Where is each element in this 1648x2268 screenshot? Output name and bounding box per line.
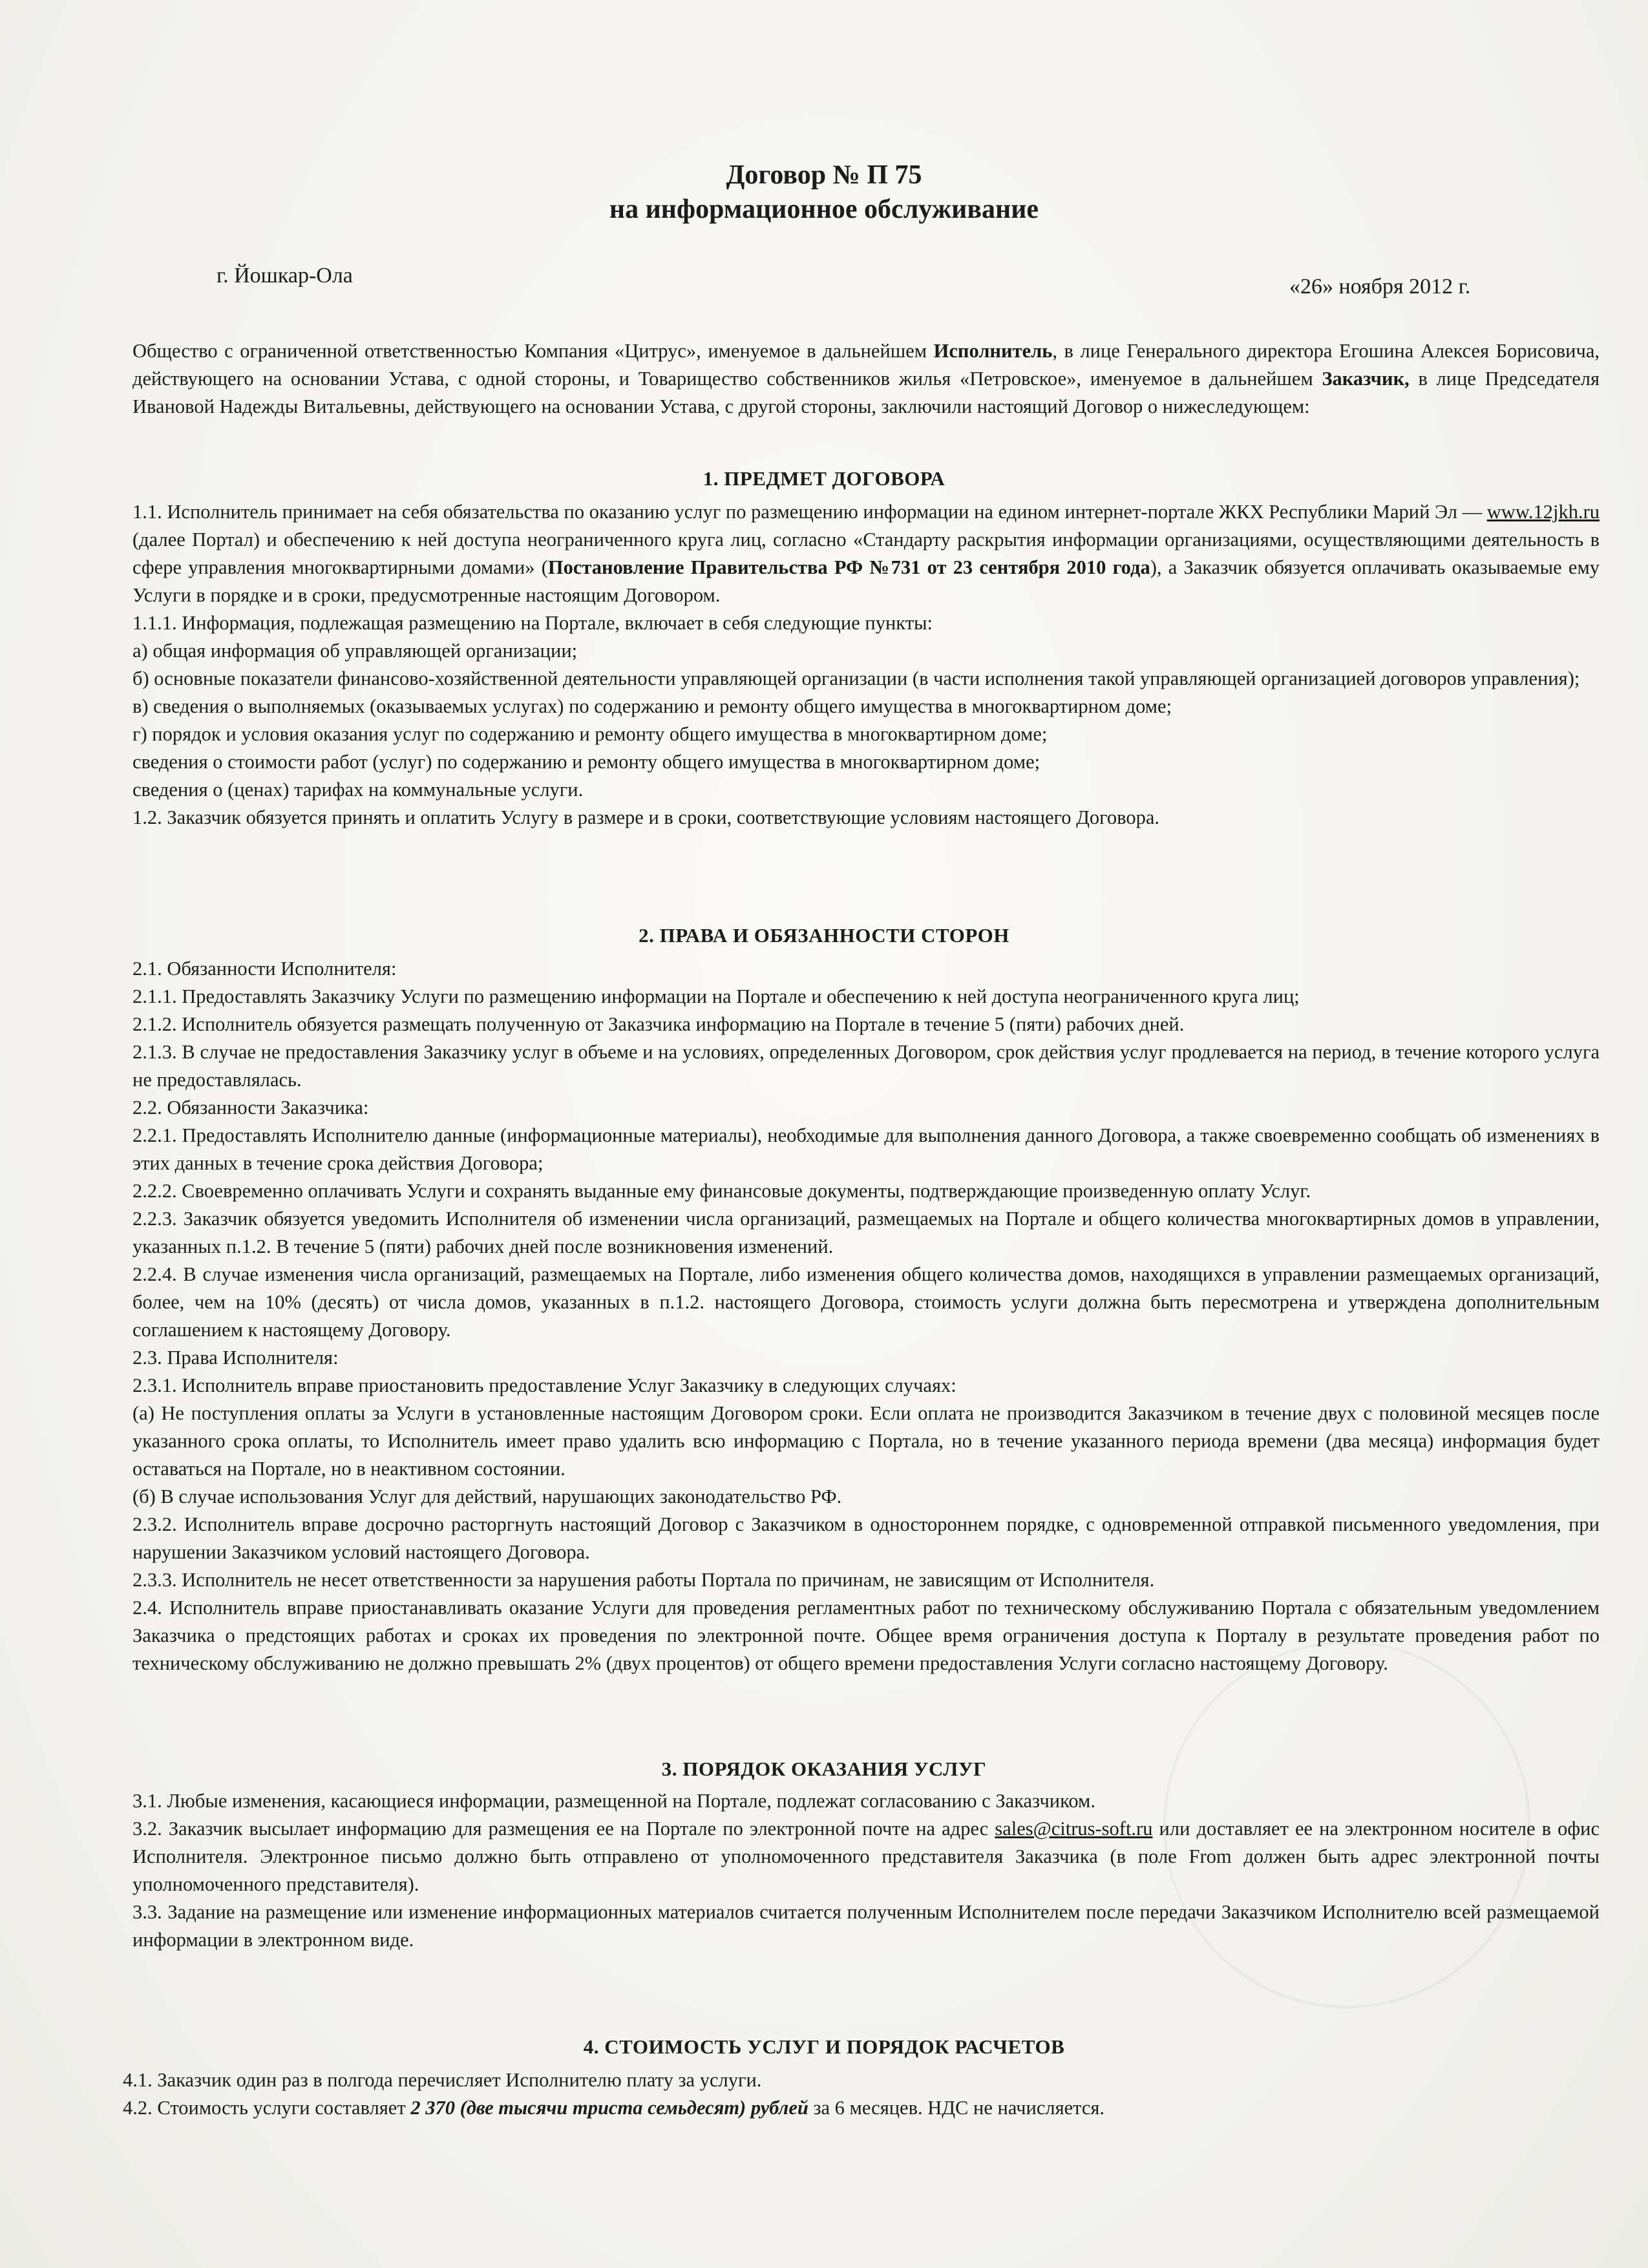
clause-1-1-1: 1.1.1. Информация, подлежащая размещению на Портале, включает в себя следующие пункты: <box>132 612 933 634</box>
intro-text-3: в лице Председателя Ивановой Надежды Витальевны, действующего на основании Устава, с другой стороны, заключили настоящий Договор о нижеследующем: <box>132 368 1600 417</box>
clause-3-2 <box>132 1815 1600 1898</box>
clause-2-1-3: 2.1.3. В случае не предоставления Заказчику услуг в объеме и на условиях, определенных Договором, срок действия услуг продлевается на период, в течение которого услуга не предоставлялась. <box>132 1041 1600 1091</box>
item-d: сведения о стоимости работ (услуг) по содержанию и ремонту общего имущества в многоквартирном доме; <box>132 751 1041 773</box>
intro-paragraph <box>132 337 1600 421</box>
clause-1-1-text-a: 1.1. Исполнитель принимает на себя обязательства по оказанию услуг по размещению информации на едином интернет-портале ЖКХ Республики Марий Эл — <box>132 501 1487 523</box>
section-4-title: 4. СТОИМОСТЬ УСЛУГ И ПОРЯДОК РАСЧЕТОВ <box>583 2035 1065 2058</box>
section-4-body <box>123 2066 1590 2122</box>
item-b: б) основные показатели финансово-хозяйственной деятельности управляющей организации (в части исполнения такой управляющей организацией договоров управления); <box>132 667 1580 689</box>
item-g: г) порядок и условия оказания услуг по содержанию и ремонту общего имущества в многоквартирном доме; <box>132 723 1048 745</box>
clause-1-2: 1.2. Заказчик обязуется принять и оплатить Услугу в размере и в сроки, соответствующие условиям настоящего Договора. <box>132 806 1160 828</box>
item-a: а) общая информация об управляющей организации; <box>132 640 578 662</box>
customer-term: Заказчик, <box>1322 368 1410 390</box>
clause-2-3: 2.3. Права Исполнителя: <box>132 1347 339 1369</box>
service-price: 2 370 (две тысячи триста семьдесят) рублей <box>410 2097 808 2119</box>
clause-1-1-text-b: (далее Портал) и обеспечению к ней доступа неограниченного круга лиц, согласно «Стандарту раскрытия информации организациями, осуществляющими деятельность в сфере управления многоквартирными домами» ( <box>132 529 1600 578</box>
clause-2-2-4: 2.2.4. В случае изменения числа организаций, размещаемых на Портале, либо изменения общего количества домов, находящихся в управлении размещаемых организаций, более, чем на 10% (десять) от числа домов, указанных в п.1.2. настоящего Договора, стоимость услуги должна быть пересмотрена и утверждена дополнительным соглашением к настоящему Договору. <box>132 1263 1600 1341</box>
section-2-body <box>132 955 1600 1677</box>
intro-text-1: Общество с ограниченной ответственностью Компания «Цитрус», именуемое в дальнейшем <box>132 340 934 362</box>
document-title <box>0 158 1648 226</box>
item-e: сведения о (ценах) тарифах на коммунальные услуги. <box>132 779 584 801</box>
clause-2-2: 2.2. Обязанности Заказчика: <box>132 1097 369 1118</box>
email-link[interactable]: sales@citrus-soft.ru <box>995 1818 1153 1840</box>
clause-1-1 <box>132 498 1600 609</box>
clause-2-1-2: 2.1.2. Исполнитель обязуется размещать полученную от Заказчика информацию на Портале в течение 5 (пяти) рабочих дней. <box>132 1013 1185 1035</box>
clause-3-2-text-b: или доставляет ее на электронном носителе в офис Исполнителя. Электронное письмо должно быть отправлено от уполномоченного представителя Заказчика (в поле From должен быть адрес электронной почты уполномоченного представителя). <box>132 1818 1600 1895</box>
clause-2-1: 2.1. Обязанности Исполнителя: <box>132 958 397 980</box>
clause-4-1: 4.1. Заказчик один раз в полгода перечисляет Исполнителю плату за услуги. <box>123 2069 762 2091</box>
clause-2-2-1: 2.2.1. Предоставлять Исполнителю данные (информационные материалы), необходимые для выполнения данного Договора, а также своевременно сообщать об изменениях в этих данных в течение срока действия Договора; <box>132 1124 1600 1174</box>
title-line-2: на информационное обслуживание <box>609 194 1039 224</box>
clause-2-2-3: 2.2.3. Заказчик обязуется уведомить Исполнителя об изменении числа организаций, размещаемых на Портале и общего количества многоквартирных домов в управлении, указанных п.1.2. В течение 5 (пяти) рабочих дней после возникновения изменений. <box>132 1208 1600 1257</box>
section-1-title: 1. ПРЕДМЕТ ДОГОВОРА <box>703 467 945 490</box>
clause-2-3-2: 2.3.2. Исполнитель вправе досрочно расторгнуть настоящий Договор с Заказчиком в одностороннем порядке, с одновременной отправкой письменного уведомления, при нарушении Заказчиком условий настоящего Договора. <box>132 1513 1600 1563</box>
portal-link[interactable]: www.12jkh.ru <box>1486 501 1600 523</box>
clause-2-3-1-b: (б) В случае использования Услуг для действий, нарушающих законодательство РФ. <box>132 1486 842 1507</box>
section-3-title: 3. ПОРЯДОК ОКАЗАНИЯ УСЛУГ <box>661 1758 987 1780</box>
city: г. Йошкар-Ола <box>217 264 353 288</box>
clause-2-3-3: 2.3.3. Исполнитель не несет ответственности за нарушения работы Портала по причинам, не зависящим от Исполнителя. <box>132 1569 1155 1591</box>
clause-2-1-1: 2.1.1. Предоставлять Заказчику Услуги по размещению информации на Портале и обеспечению к ней доступа неограниченного круга лиц; <box>132 985 1300 1007</box>
clause-2-4: 2.4. Исполнитель вправе приостанавливать оказание Услуги для проведения регламентных работ по техническому обслуживанию Портала с обязательным уведомлением Заказчика о предстоящих работах и сроках их проведения по электронной почте. Общее время ограничения доступа к Порталу в результате проведения работ по техническому обслуживанию не должно превышать 2% (двух процентов) от общего времени предоставления Услуги согласно настоящему Договору. <box>132 1597 1600 1674</box>
title-line-1: Договор № П 75 <box>726 160 922 190</box>
item-v: в) сведения о выполняемых (оказываемых услугах) по содержанию и ремонту общего имущества в многоквартирном доме; <box>132 695 1172 717</box>
clause-3-2-text-a: 3.2. Заказчик высылает информацию для размещения ее на Портале по электронной почте на адрес <box>132 1818 995 1840</box>
clause-1-1-text-c: ), а Заказчик обязуется оплачивать оказываемые ему Услуги в порядке и в сроки, предусмотренные настоящим Договором. <box>132 556 1600 606</box>
section-3-body <box>132 1787 1600 1954</box>
clause-4-2-text-a: 4.2. Стоимость услуги составляет <box>123 2097 411 2119</box>
section-2-title: 2. ПРАВА И ОБЯЗАННОСТИ СТОРОН <box>639 924 1009 947</box>
clause-2-2-2: 2.2.2. Своевременно оплачивать Услуги и сохранять выданные ему финансовые документы, подтверждающие произведенную оплату Услуг. <box>132 1180 1311 1202</box>
contract-date: «26» ноября 2012 г. <box>1289 275 1471 299</box>
section-1-body <box>132 498 1600 832</box>
intro-text-2: , в лице Генерального директора Егошина Алексея Борисовича, действующего на основании Устава, с одной стороны, и Товарищество собственников жилья «Петровское», именуемое в дальнейшем <box>132 340 1600 390</box>
clause-2-3-1: 2.3.1. Исполнитель вправе приостановить предоставление Услуг Заказчику в следующих случаях: <box>132 1374 956 1396</box>
regulation-reference: Постановление Правительства РФ №731 от 23 сентября 2010 года <box>547 556 1150 578</box>
clause-3-3: 3.3. Задание на размещение или изменение информационных материалов считается полученным Исполнителем после передачи Заказчиком Исполнителю всей размещаемой информации в электронном виде. <box>132 1901 1600 1951</box>
clause-4-2-text-b: за 6 месяцев. НДС не начисляется. <box>808 2097 1105 2119</box>
executor-term: Исполнитель <box>933 340 1053 362</box>
clause-2-3-1-a: (а) Не поступления оплаты за Услуги в установленные настоящим Договором сроки. Если оплата не производится Заказчиком в течение двух с половиной месяцев после указанного срока оплаты, то Исполнитель имеет право удалить всю информацию с Портала, но в течение указанного периода времени (два месяца) информация будет оставаться на Портале, но в неактивном состоянии. <box>132 1402 1600 1480</box>
clause-3-1: 3.1. Любые изменения, касающиеся информации, размещенной на Портале, подлежат согласованию с Заказчиком. <box>132 1790 1095 1812</box>
clause-4-2 <box>123 2094 1590 2122</box>
